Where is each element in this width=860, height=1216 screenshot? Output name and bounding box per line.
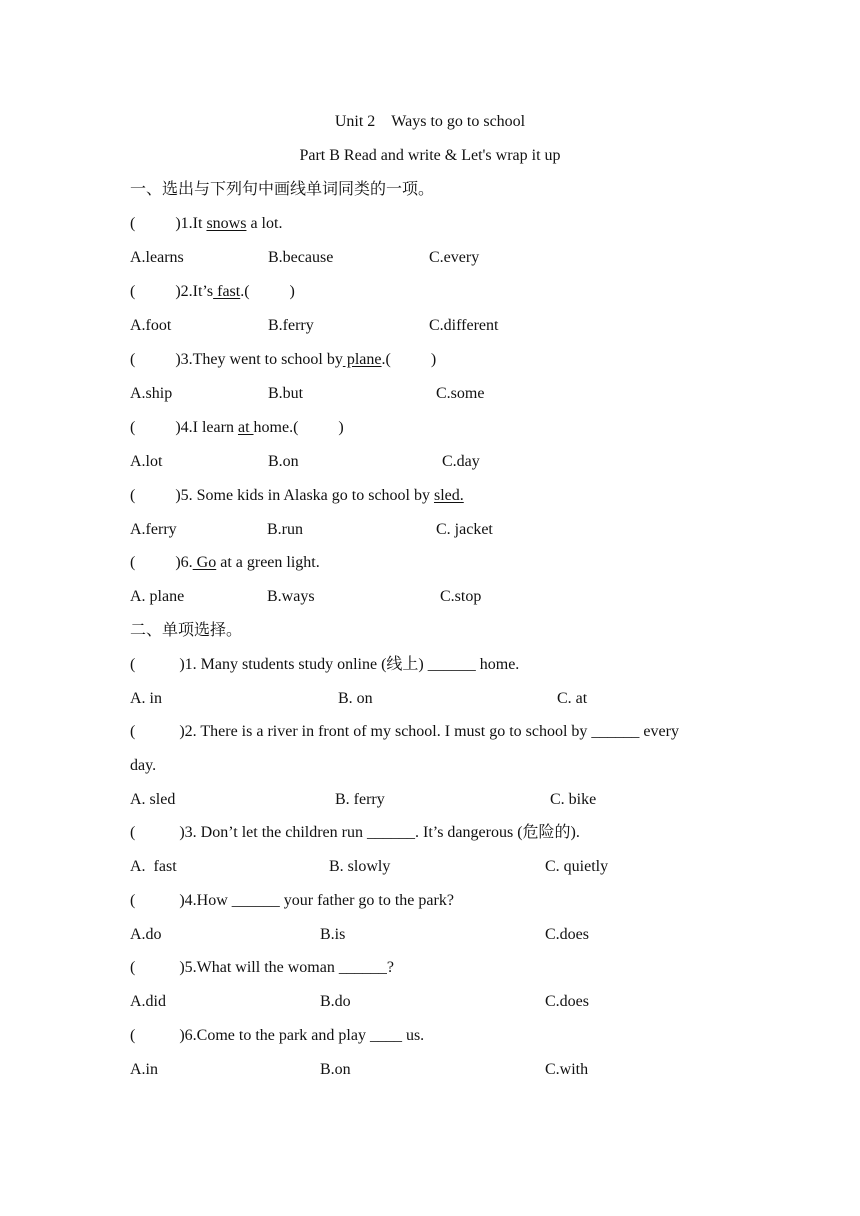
s2-q6-option-c: C.with <box>545 1061 589 1078</box>
s1-q3-option-b: B.but <box>268 385 304 402</box>
s2-q3-option-b: B. slowly <box>329 858 391 875</box>
s1-q3-pre: ( )3.They went to school by <box>130 351 343 368</box>
s1-q4-option-c: C.day <box>442 453 480 470</box>
s1-question-5 <box>130 486 464 506</box>
s1-q5-pre: ( )5. Some kids in Alaska go to school by <box>130 487 434 504</box>
s2-q5-option-b: B.do <box>320 993 351 1010</box>
page-subtitle: Part B Read and write & Let's wrap it up <box>299 147 561 164</box>
s1-q4-option-a: A.lot <box>130 453 163 470</box>
s2-q5-option-c: C.does <box>545 993 589 1010</box>
s1-q2-pre: ( )2.It’s <box>130 283 214 300</box>
s1-q1-option-c: C.every <box>429 249 480 266</box>
s1-q1-underlined-word: snows <box>206 215 247 232</box>
s1-q2-option-c: C.different <box>429 317 499 334</box>
s2-q6-option-b: B.on <box>320 1061 351 1078</box>
s1-q2-option-a: A.foot <box>130 317 172 334</box>
s2-question-3: ( )3. Don’t let the children run ______. It’s dangerous (危险的). <box>130 824 580 841</box>
s2-q1-option-b: B. on <box>338 690 373 707</box>
s1-q6-pre: ( )6. <box>130 554 193 571</box>
s1-q6-option-a: A. plane <box>130 588 185 605</box>
s1-question-3 <box>130 350 436 370</box>
s1-q3-underlined-word: plane <box>342 351 382 368</box>
s2-question-2: ( )2. There is a river in front of my school. I must go to school by ______ every <box>130 723 679 740</box>
s1-q2-underlined-word: fast <box>213 283 241 300</box>
section2-heading: 二、单项选择。 <box>130 622 243 639</box>
s1-q6-post: at a green light. <box>216 554 320 571</box>
s1-question-2 <box>130 282 295 302</box>
s1-q4-underlined-word: at <box>237 419 254 436</box>
s2-q1-option-a: A. in <box>130 690 162 707</box>
s1-q5-option-b: B.run <box>267 521 303 538</box>
s1-q3-post: .( ) <box>381 351 437 368</box>
s1-q5-underlined-word: sled. <box>433 487 464 504</box>
s1-q4-post: home.( ) <box>253 419 344 436</box>
s1-q2-option-b: B.ferry <box>268 317 314 334</box>
s2-question-5: ( )5.What will the woman ______? <box>130 959 394 976</box>
s2-q2-option-b: B. ferry <box>335 791 385 808</box>
s1-q5-option-c: C. jacket <box>436 521 493 538</box>
s1-q1-post: a lot. <box>246 215 283 232</box>
s2-question-2-continued: day. <box>130 757 157 774</box>
s1-q1-option-a: A.learns <box>130 249 184 266</box>
s1-q4-pre: ( )4.I learn <box>130 419 238 436</box>
s2-q3-option-c: C. quietly <box>545 858 609 875</box>
s2-question-6: ( )6.Come to the park and play ____ us. <box>130 1027 425 1044</box>
s1-question-6 <box>130 553 320 573</box>
s1-question-1 <box>130 214 282 234</box>
s2-q5-option-a: A.did <box>130 993 166 1010</box>
s1-q4-option-b: B.on <box>268 453 299 470</box>
s2-q6-option-a: A.in <box>130 1061 158 1078</box>
s1-q3-option-a: A.ship <box>130 385 173 402</box>
s1-q6-option-b: B.ways <box>267 588 315 605</box>
s1-q1-option-b: B.because <box>268 249 334 266</box>
s1-q6-underlined-word: Go <box>192 554 217 571</box>
s2-q3-option-a: A. fast <box>130 858 177 875</box>
section1-heading: 一、选出与下列句中画线单词同类的一项。 <box>130 181 435 198</box>
s2-q2-option-c: C. bike <box>550 791 597 808</box>
s1-q5-option-a: A.ferry <box>130 521 177 538</box>
s2-question-1: ( )1. Many students study online (线上) ______ home. <box>130 656 520 673</box>
s2-q4-option-b: B.is <box>320 926 346 943</box>
s1-q6-option-c: C.stop <box>440 588 482 605</box>
s2-q1-option-c: C. at <box>557 690 588 707</box>
s2-q2-option-a: A. sled <box>130 791 176 808</box>
page-title: Unit 2 Ways to go to school <box>334 113 526 130</box>
s2-q4-option-c: C.does <box>545 926 589 943</box>
s1-q1-pre: ( )1.It <box>130 215 207 232</box>
s1-question-4 <box>130 418 344 438</box>
s1-q3-option-c: C.some <box>436 385 485 402</box>
s1-q2-post: .( ) <box>240 283 295 300</box>
s2-question-4: ( )4.How ______ your father go to the park? <box>130 892 454 909</box>
s2-q4-option-a: A.do <box>130 926 162 943</box>
